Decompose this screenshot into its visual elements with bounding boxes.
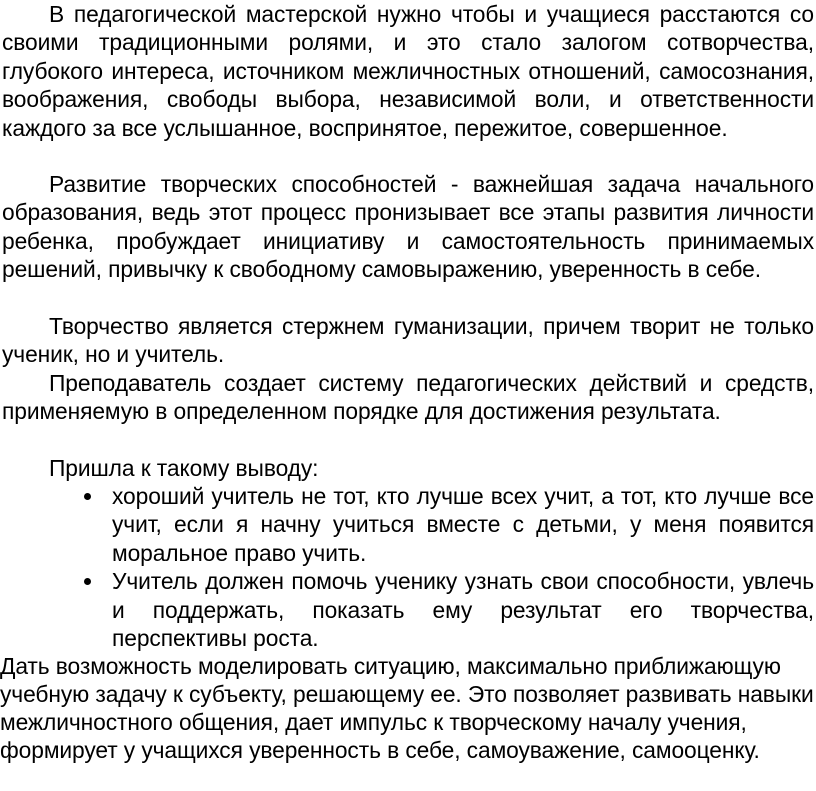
- conclusion-bullet-list: [0, 482, 814, 652]
- paragraph-teacher-system: Преподаватель создает систему педагогических действий и средств, применяемую в определенном порядке для достижения результата.: [2, 370, 814, 425]
- paragraph-closing: Дать возможность моделировать ситуацию, максимально приближающую учебную задачу к субъекту, решающему ее. Это позволяет развивать навыки межличностного общения, дает импульс к творческому началу учения, формирует у учащихся уверенность в себе, самоуважение, самооценку.: [0, 653, 814, 763]
- paragraph-workshop: В педагогической мастерской нужно чтобы и учащиеся расстаются со своими традиционными ролями, и это стало залогом сотворчества, глубокого интереса, источником межличностных отношений, самосознания, воображения, свободы выбора, независимой воли, и ответственности каждого за все услышанное, воспринятое, пережитое, совершенное.: [2, 1, 814, 141]
- list-item-text: Учитель должен помочь ученику узнать свои способности, увлечь и поддержать, показать ему результат его творчества, перспективы роста.: [112, 568, 814, 652]
- paragraph-conclusion-intro: Пришла к такому выводу:: [49, 455, 319, 481]
- bullet-icon: [84, 493, 91, 500]
- list-item-text: хороший учитель не тот, кто лучше всех учит, а тот, кто лучше все учит, если я начну учиться вместе с детьми, у меня появится моральное право учить.: [112, 483, 814, 566]
- bullet-icon: [84, 578, 91, 585]
- list-item: [0, 482, 814, 567]
- list-item: [0, 567, 814, 652]
- paragraph-creative-abilities: Развитие творческих способностей - важнейшая задача начального образования, ведь этот процесс пронизывает все этапы развития личности ребенка, пробуждает инициативу и самостоятельность принимаемых решений, привычку к свободному самовыражению, уверенность в себе.: [2, 171, 814, 283]
- paragraph-creativity-core: Творчество является стержнем гуманизации, причем творит не только ученик, но и учитель.: [2, 313, 814, 368]
